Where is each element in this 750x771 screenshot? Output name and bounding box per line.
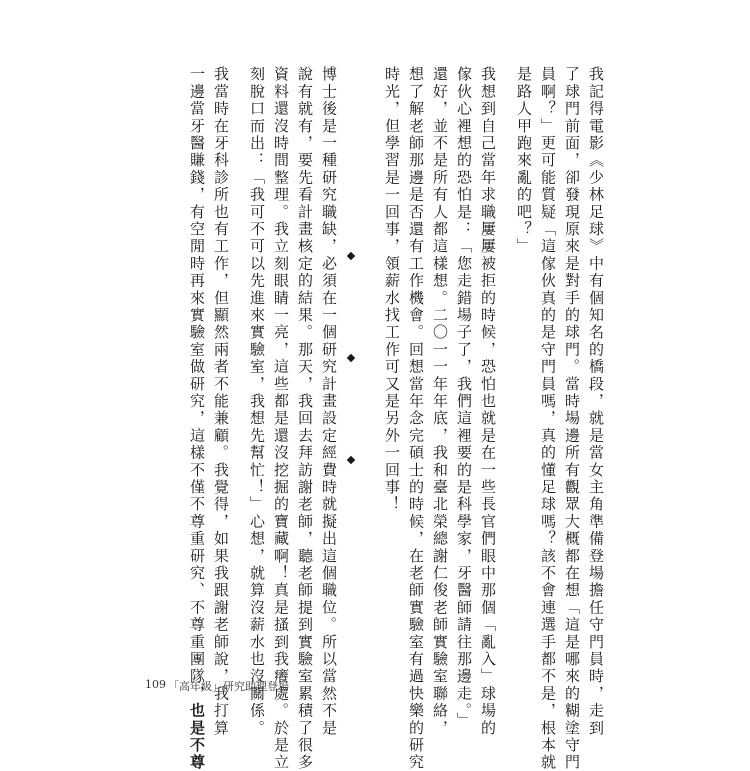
running-title: 「高年級」研究助理登場	[168, 680, 289, 693]
text-column-15	[186, 66, 208, 771]
page-number: 109	[145, 678, 166, 691]
text-column-11: 說有就有，要先看計畫核定的結果。那天，我回去拜訪謝老師，聽老師提到實驗室累積了很多	[296, 66, 314, 771]
text-column-14: 我當時在牙科診所也有工作，但顯然兩者不能兼顧。我覺得，如果我跟謝老師說，我打算	[212, 66, 230, 737]
text-column-2: 了球門前面，卻發現原來是對手的球門。當時場邊所有觀眾大概都在想「這是哪來的糊塗守門	[563, 66, 581, 771]
text-column-15-bold-tail: 也是不尊	[188, 702, 206, 771]
section-divider-diamond-bottom	[347, 456, 355, 464]
text-column-9: 時光，但學習是一回事，領薪水找工作可又是另外一回事！	[383, 66, 401, 514]
text-column-15-main: 一邊當牙醫賺錢，有空閒時再來實驗室做研究，這樣不僅不尊重研究、不尊重團隊，	[188, 66, 206, 703]
section-divider-diamond-middle	[347, 354, 355, 362]
section-divider-diamond-top	[347, 252, 355, 260]
text-column-3: 員啊？」更可能質疑「這傢伙真的是守門員嗎，真的懂足球嗎？該不會連選手都不是，根本就	[539, 66, 557, 771]
text-column-7: 還好，並不是所有人都這樣想。二〇一一年年底，我和臺北榮總謝仁俊老師實驗室聯絡，	[431, 66, 449, 737]
text-column-4: 是路人甲跑來亂的吧？」	[515, 66, 533, 256]
text-column-1: 我記得電影《少林足球》中有個知名的橋段，就是當女主角準備登場擔任守門員時，走到	[587, 66, 605, 737]
text-column-6: 傢伙心裡想的恐怕是：「您走錯場子了，我們這裡要的是科學家，牙醫師請往那邊走。」	[455, 66, 473, 730]
text-column-8: 想了解老師那邊是否還有工作機會。回想當年念完碩士的時候，在老師實驗室有過快樂的研究	[407, 66, 425, 771]
text-column-10: 博士後是一種研究職缺，必須在一個研究計畫設定經費時就擬出這個職位。所以當然不是	[320, 66, 338, 737]
text-column-13: 刻脫口而出：「我可不可以先進來實驗室，我想先幫忙！」心想，就算沒薪水也沒關係。	[248, 66, 266, 737]
text-column-5: 我想到自己當年求職屢屢被拒的時候，恐怕也就是在一些長官們眼中那個「亂入」球場的	[479, 66, 497, 737]
text-column-12: 資料還沒時間整理。我立刻眼睛一亮，這些都是還沒挖掘的寶藏啊！真是搔到我癢處。於是立	[272, 66, 290, 771]
